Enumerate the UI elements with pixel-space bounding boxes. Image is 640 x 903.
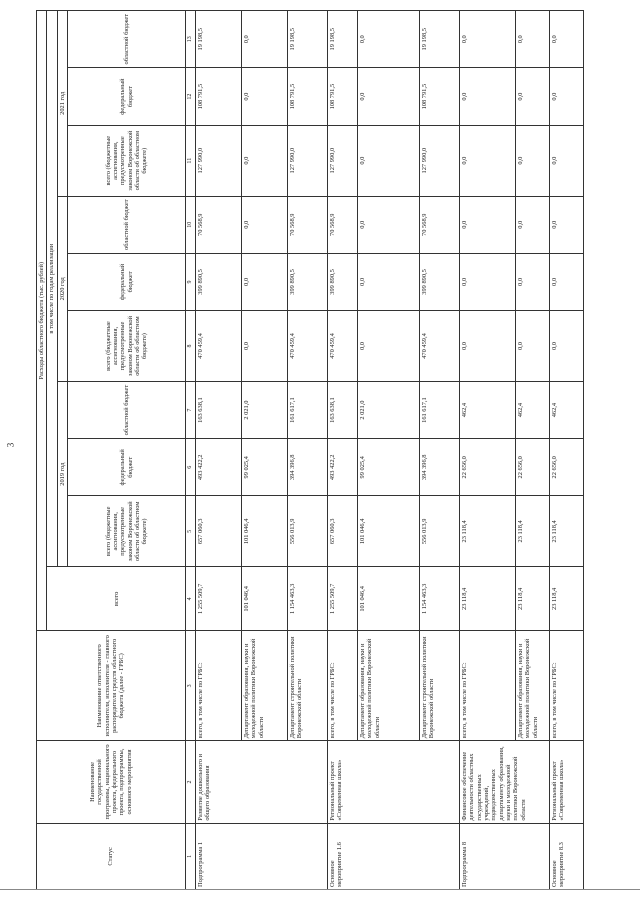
header-program-name: Наименование государственной программы, национального проекта, федерального проекта, подпрограммы, основного мероприятия [37, 741, 186, 823]
row-value: 0,0 [515, 68, 549, 125]
row-value: 108 791,5 [287, 68, 327, 125]
row-value: 0,0 [241, 253, 287, 310]
row-value: 70 568,9 [287, 196, 327, 253]
row-total: 101 046,4 [357, 567, 419, 631]
row-grbs: всего, в том числе по ГРБС: [459, 631, 515, 741]
row-value: 470 459,4 [327, 311, 357, 382]
row-total: 23 118,4 [515, 567, 549, 631]
row-value: 0,0 [549, 11, 583, 69]
row-value: 0,0 [241, 125, 287, 196]
row-value: 657 060,3 [195, 496, 241, 567]
header-status: Статус [37, 823, 186, 889]
row-value: 2 021,0 [357, 381, 419, 438]
row-value: 0,0 [241, 68, 287, 125]
row-value: 0,0 [459, 68, 515, 125]
table-row [459, 11, 515, 890]
row-value: 394 396,8 [419, 439, 459, 496]
table-row [549, 11, 583, 890]
row-value: 22 656,0 [549, 439, 583, 496]
row-total: 101 046,4 [241, 567, 287, 631]
row-value: 399 890,5 [327, 253, 357, 310]
budget-table [36, 10, 584, 890]
row-value: 0,0 [515, 196, 549, 253]
header-federal-2021: федеральный бюджет [68, 68, 186, 125]
row-value: 0,0 [549, 311, 583, 382]
rotated-page [36, 10, 639, 890]
header-federal-2020: федеральный бюджет [68, 253, 186, 310]
row-value: 99 025,4 [357, 439, 419, 496]
column-index: 11 [186, 125, 196, 196]
row-value: 0,0 [357, 311, 419, 382]
row-value: 0,0 [357, 11, 419, 69]
row-total: 23 118,4 [459, 567, 515, 631]
row-grbs: всего, в том числе по ГРБС: [195, 631, 241, 741]
row-value: 101 046,4 [241, 496, 287, 567]
row-grbs: всего, в том числе по ГРБС: [327, 631, 357, 741]
column-index: 9 [186, 253, 196, 310]
budget-table-container [36, 10, 639, 890]
row-value: 22 656,0 [459, 439, 515, 496]
row-value: 399 890,5 [287, 253, 327, 310]
row-value: 2 021,0 [241, 381, 287, 438]
row-value: 0,0 [515, 125, 549, 196]
row-value: 19 198,5 [419, 11, 459, 69]
header-by-year: в том числе по годам реализации [47, 11, 57, 567]
row-value: 394 396,8 [287, 439, 327, 496]
row-value: 99 025,4 [241, 439, 287, 496]
row-value: 19 198,5 [287, 11, 327, 69]
row-value: 161 617,1 [287, 381, 327, 438]
row-total: 1 154 463,3 [287, 567, 327, 631]
row-value: 161 617,1 [419, 381, 459, 438]
row-value: 0,0 [357, 253, 419, 310]
column-index: 5 [186, 496, 196, 567]
row-total: 1 255 509,7 [327, 567, 357, 631]
row-value: 19 198,5 [327, 11, 357, 69]
row-value: 0,0 [459, 253, 515, 310]
row-value: 0,0 [459, 196, 515, 253]
row-grbs: Департамент строительной политики Воронежской области [287, 631, 327, 741]
row-value: 23 118,4 [459, 496, 515, 567]
row-value: 493 422,2 [327, 439, 357, 496]
column-index: 12 [186, 68, 196, 125]
row-value: 0,0 [549, 68, 583, 125]
row-value: 657 060,3 [327, 496, 357, 567]
row-value: 22 656,0 [515, 439, 549, 496]
table-row [327, 11, 357, 890]
row-value: 0,0 [357, 196, 419, 253]
row-grbs: Департамент образования, науки и молодежной политики Воронежской области [357, 631, 419, 741]
header-total-sub-2021: всего (бюджетные ассигнования, предусмотренные законом Воронежской области об областном бюджете) [68, 125, 186, 196]
row-grbs: Департамент образования, науки и молодежной политики Воронежской области [241, 631, 287, 741]
row-program-name: Региональный проект «Современная школа» [327, 741, 459, 823]
row-value: 0,0 [515, 11, 549, 69]
page-number: 3 [5, 442, 16, 448]
row-total: 23 118,4 [549, 567, 583, 631]
row-value: 163 638,1 [195, 381, 241, 438]
header-regional-2020: областной бюджет [68, 196, 186, 253]
row-value: 23 118,4 [549, 496, 583, 567]
row-value: 0,0 [459, 11, 515, 69]
row-value: 470 459,4 [195, 311, 241, 382]
column-index: 1 [186, 823, 196, 889]
column-index: 7 [186, 381, 196, 438]
row-value: 70 568,9 [419, 196, 459, 253]
row-grbs: всего, в том числе по ГРБС: [549, 631, 583, 741]
row-value: 470 459,4 [287, 311, 327, 382]
row-status: Основное мероприятие 8.3 [549, 823, 583, 889]
column-index-row [186, 11, 196, 890]
row-value: 462,4 [515, 381, 549, 438]
column-index: 8 [186, 311, 196, 382]
row-value: 127 990,0 [195, 125, 241, 196]
row-status: Подпрограмма 1 [195, 823, 327, 889]
column-index: 3 [186, 631, 196, 741]
row-value: 127 990,0 [287, 125, 327, 196]
row-total: 1 154 463,3 [419, 567, 459, 631]
column-index: 4 [186, 567, 196, 631]
row-value: 163 638,1 [327, 381, 357, 438]
row-value: 399 890,5 [195, 253, 241, 310]
row-value: 0,0 [241, 196, 287, 253]
row-value: 0,0 [357, 68, 419, 125]
row-value: 108 791,5 [419, 68, 459, 125]
header-regional-2021: областной бюджет [68, 11, 186, 69]
row-value: 399 890,5 [419, 253, 459, 310]
row-value: 0,0 [515, 253, 549, 310]
row-grbs: Департамент строительной политики Воронежской области [419, 631, 459, 741]
row-value: 70 568,9 [327, 196, 357, 253]
row-total: 1 255 509,7 [195, 567, 241, 631]
row-value: 462,4 [459, 381, 515, 438]
row-value: 0,0 [549, 125, 583, 196]
row-value: 23 118,4 [515, 496, 549, 567]
column-index: 13 [186, 11, 196, 69]
header-federal-2019: федеральный бюджет [68, 439, 186, 496]
header-year-2019: 2019 год [57, 381, 67, 566]
column-index: 10 [186, 196, 196, 253]
row-status: Подпрограмма 8 [459, 823, 549, 889]
header-responsible: Наименование ответственного исполнителя, исполнителя - главного распорядителя средств областного бюджета (далее - ГРБС) [37, 631, 186, 741]
column-index: 2 [186, 741, 196, 823]
row-value: 19 198,5 [195, 11, 241, 69]
row-value: 0,0 [241, 311, 287, 382]
header-expenses: Расходы областного бюджета (тыс. рублей) [37, 11, 47, 631]
row-value: 0,0 [459, 125, 515, 196]
table-row [195, 11, 241, 890]
row-value: 108 791,5 [195, 68, 241, 125]
row-value: 108 791,5 [327, 68, 357, 125]
row-value: 0,0 [549, 253, 583, 310]
header-year-2021: 2021 год [57, 11, 67, 197]
header-total-sub-2020: всего (бюджетные ассигнования, предусмотренные законом Воронежской области об областном бюджете) [68, 311, 186, 382]
row-value: 556 013,9 [419, 496, 459, 567]
row-value: 470 459,4 [419, 311, 459, 382]
column-index: 6 [186, 439, 196, 496]
row-value: 0,0 [241, 11, 287, 69]
row-value: 0,0 [549, 196, 583, 253]
row-value: 70 568,9 [195, 196, 241, 253]
row-value: 493 422,2 [195, 439, 241, 496]
header-regional-2019: областной бюджет [68, 381, 186, 438]
row-grbs: Департамент образования, науки и молодежной политики Воронежской области [515, 631, 549, 741]
row-program-name: Развитие дошкольного и общего образования [195, 741, 327, 823]
row-value: 0,0 [357, 125, 419, 196]
row-value: 556 013,9 [287, 496, 327, 567]
row-program-name: Региональный проект «Современная школа» [549, 741, 583, 823]
row-value: 0,0 [459, 311, 515, 382]
header-total-sub-2019: всего (бюджетные ассигнования, предусмотренные законом Воронежской области об областном бюджете) [68, 496, 186, 567]
header-total: всего [47, 567, 186, 631]
row-value: 101 046,4 [357, 496, 419, 567]
row-value: 127 990,0 [419, 125, 459, 196]
row-value: 0,0 [515, 311, 549, 382]
row-status: Основное мероприятие 1.6 [327, 823, 459, 889]
row-program-name: Финансовое обеспечение деятельности областных государственных учреждений, подведомственных департаменту образования, науки и молодежной политики Воронежской области [459, 741, 549, 823]
row-value: 462,4 [549, 381, 583, 438]
page-bottom-rule [0, 889, 640, 890]
row-value: 127 990,0 [327, 125, 357, 196]
header-year-2020: 2020 год [57, 196, 67, 381]
